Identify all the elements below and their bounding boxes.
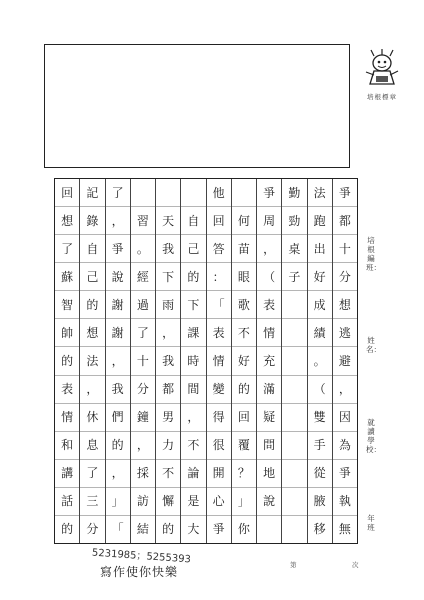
grid-cell: 不	[181, 432, 205, 460]
grid-cell: 蘇	[55, 263, 79, 291]
grid-cell: 我	[156, 235, 180, 263]
grid-cell: 。	[131, 235, 155, 263]
grid-cell: 分	[333, 263, 357, 291]
grid-cell: 謝	[106, 319, 130, 347]
grid-column	[55, 179, 79, 543]
grid-cell: 法	[308, 179, 332, 207]
year-class-label: 年 班	[367, 514, 375, 532]
grid-column	[79, 179, 104, 543]
grid-column	[180, 179, 205, 543]
grid-cell: 下	[156, 263, 180, 291]
grid-cell: 謝	[106, 291, 130, 319]
grid-cell: 十	[333, 235, 357, 263]
grid-cell: 成	[308, 291, 332, 319]
grid-cell: 情	[257, 319, 281, 347]
grid-column	[307, 179, 332, 543]
grid-cell: 下	[181, 291, 205, 319]
grid-column	[130, 179, 155, 543]
page-times-label: 次	[352, 561, 359, 569]
grid-cell	[181, 179, 205, 207]
writing-grid	[54, 178, 358, 544]
grid-column	[332, 179, 357, 543]
grid-cell: 勤	[282, 179, 306, 207]
grid-cell: 」	[232, 488, 256, 516]
grid-cell: （	[257, 263, 281, 291]
grid-cell	[282, 488, 306, 516]
grid-cell: 我	[156, 347, 180, 375]
grid-cell: 出	[308, 235, 332, 263]
grid-cell: 。	[308, 347, 332, 375]
grid-cell: 問	[257, 432, 281, 460]
grid-cell	[282, 404, 306, 432]
grid-cell: 地	[257, 460, 281, 488]
grid-cell: ，	[131, 432, 155, 460]
grid-cell: 記	[80, 179, 104, 207]
grid-cell: 他	[207, 179, 231, 207]
grid-cell: 分	[131, 376, 155, 404]
grid-cell: 己	[80, 263, 104, 291]
grid-cell: 講	[55, 460, 79, 488]
grid-cell: 己	[181, 235, 205, 263]
page-first-label: 第	[290, 561, 297, 569]
grid-cell: 力	[156, 432, 180, 460]
grid-cell	[282, 460, 306, 488]
grid-cell: 何	[232, 207, 256, 235]
grid-cell: 的	[61, 522, 74, 537]
grid-cell: 周	[257, 207, 281, 235]
grid-cell: 我	[106, 376, 130, 404]
grid-cell: 爭	[257, 179, 281, 207]
grid-cell: 手	[308, 432, 332, 460]
teacher-comment-box	[44, 44, 350, 168]
grid-cell: 好	[308, 263, 332, 291]
grid-cell: 不	[156, 460, 180, 488]
grid-cell	[282, 432, 306, 460]
grid-cell: 採	[131, 460, 155, 488]
grid-cell	[156, 179, 180, 207]
name-label: 姓名：	[366, 336, 381, 354]
grid-cell: 帥	[55, 319, 79, 347]
grid-cell: 歌	[232, 291, 256, 319]
grid-cell: 答	[207, 235, 231, 263]
grid-cell: 時	[181, 347, 205, 375]
grid-cell: 論	[181, 460, 205, 488]
grid-cell: 苗	[232, 235, 256, 263]
grid-cell: ，	[257, 235, 281, 263]
grid-cell: 好	[232, 347, 256, 375]
grid-cell: 的	[162, 522, 175, 537]
grid-cell	[282, 319, 306, 347]
grid-cell: 變	[207, 376, 231, 404]
grid-column	[281, 179, 306, 543]
grid-cell	[232, 179, 256, 207]
grid-column	[155, 179, 180, 543]
grid-cell: 自	[181, 207, 205, 235]
grid-cell: 了	[80, 460, 104, 488]
grid-cell: 的	[232, 376, 256, 404]
grid-cell: 回	[207, 207, 231, 235]
footer-numbers: 5231985；5255393	[91, 547, 192, 566]
grid-cell: 都	[156, 376, 180, 404]
grid-cell: 的	[80, 291, 104, 319]
grid-cell: 從	[308, 460, 332, 488]
grid-cell: 為	[333, 432, 357, 460]
grid-cell: 腋	[308, 488, 332, 516]
grid-cell: 「	[111, 522, 124, 537]
grid-cell: 心	[207, 488, 231, 516]
grid-cell: 你	[237, 522, 250, 537]
grid-cell: 話	[55, 488, 79, 516]
grid-cell: 「	[207, 291, 231, 319]
grid-cell: 結	[136, 522, 149, 537]
grid-cell: 爭	[333, 460, 357, 488]
grid-cell: ，	[106, 207, 130, 235]
grid-cell: 疑	[257, 404, 281, 432]
grid-cell: 因	[333, 404, 357, 432]
grid-cell: 的	[106, 432, 130, 460]
grid-cell: 和	[55, 432, 79, 460]
grid-cell: 十	[131, 347, 155, 375]
grid-cell: 表	[257, 291, 281, 319]
school-label: 就讀學校：	[366, 418, 381, 454]
grid-cell: 勁	[282, 207, 306, 235]
grid-cell: ，	[80, 376, 104, 404]
grid-cell: （	[308, 376, 332, 404]
grid-cell: ？	[232, 460, 256, 488]
grid-cell: 想	[80, 319, 104, 347]
grid-cell: 移	[313, 522, 326, 537]
grid-cell: 經	[131, 263, 155, 291]
footer-title: 寫作使你快樂	[100, 565, 179, 579]
grid-cell: 智	[55, 291, 79, 319]
grid-cell: 執	[333, 488, 357, 516]
grid-column	[105, 179, 130, 543]
grid-cell: 表	[207, 319, 231, 347]
grid-cell: 了	[131, 319, 155, 347]
grid-cell: 充	[257, 347, 281, 375]
grid-cell: ，	[181, 404, 205, 432]
grid-cell: 爭	[106, 235, 130, 263]
grid-cell: ，	[333, 376, 357, 404]
grid-cell: 眼	[232, 263, 256, 291]
grid-cell: 子	[282, 263, 306, 291]
grid-cell: ：	[207, 263, 231, 291]
grid-cell: 懈	[156, 488, 180, 516]
grid-cell: 」	[106, 488, 130, 516]
grid-cell: ，	[106, 460, 130, 488]
grid-cell: 是	[181, 488, 205, 516]
grid-cell: 都	[333, 207, 357, 235]
grid-cell: 大	[187, 522, 200, 537]
grid-cell	[282, 516, 306, 543]
grid-cell: 鐘	[131, 404, 155, 432]
grid-cell: 的	[181, 263, 205, 291]
grid-cell: 說	[257, 488, 281, 516]
grid-cell: 了	[55, 235, 79, 263]
grid-column	[256, 179, 281, 543]
grid-column	[231, 179, 256, 543]
grid-cell	[282, 291, 306, 319]
grid-cell: 雨	[156, 291, 180, 319]
grid-cell: 得	[207, 404, 231, 432]
grid-cell: 跑	[308, 207, 332, 235]
grid-column	[206, 179, 231, 543]
grid-cell: 分	[86, 522, 99, 537]
grid-cell: 間	[181, 376, 205, 404]
grid-cell: ，	[156, 319, 180, 347]
grid-cell: 覆	[232, 432, 256, 460]
grid-cell: 息	[80, 432, 104, 460]
grid-cell: 了	[106, 179, 130, 207]
grid-cell	[282, 376, 306, 404]
grid-cell: 的	[55, 347, 79, 375]
grid-cell: 回	[55, 179, 79, 207]
grid-cell: 逃	[333, 319, 357, 347]
grid-cell: 滿	[257, 376, 281, 404]
class-label: 培根編班：	[366, 236, 381, 272]
grid-cell: 男	[156, 404, 180, 432]
grid-cell: 天	[156, 207, 180, 235]
grid-cell: 回	[232, 404, 256, 432]
grid-cell: 無	[338, 522, 351, 537]
grid-cell: 課	[181, 319, 205, 347]
grid-cell: 訪	[131, 488, 155, 516]
grid-cell: 們	[106, 404, 130, 432]
grid-cell: 表	[55, 376, 79, 404]
grid-cell: 過	[131, 291, 155, 319]
grid-cell: 爭	[333, 179, 357, 207]
grid-cell: 休	[80, 404, 104, 432]
grid-cell: 很	[207, 432, 231, 460]
grid-cell: ，	[106, 347, 130, 375]
grid-cell: 情	[55, 404, 79, 432]
grid-cell: 說	[106, 263, 130, 291]
stamp-label: 培根標章	[367, 93, 397, 101]
grid-cell: 習	[131, 207, 155, 235]
grid-cell: 績	[308, 319, 332, 347]
grid-cell: 法	[80, 347, 104, 375]
cartoon-mascot-icon	[360, 46, 404, 90]
grid-cell	[257, 516, 281, 543]
grid-cell: 想	[333, 291, 357, 319]
grid-cell: 想	[55, 207, 79, 235]
grid-cell: 錄	[80, 207, 104, 235]
grid-cell: 自	[80, 235, 104, 263]
grid-cell: 不	[232, 319, 256, 347]
grid-cell: 避	[333, 347, 357, 375]
grid-cell: 爭	[212, 522, 225, 537]
grid-cell	[282, 347, 306, 375]
grid-cell: 開	[207, 460, 231, 488]
grid-cell: 三	[80, 488, 104, 516]
grid-cell	[131, 179, 155, 207]
grid-cell: 桌	[282, 235, 306, 263]
grid-cell: 情	[207, 347, 231, 375]
grid-cell: 雙	[308, 404, 332, 432]
